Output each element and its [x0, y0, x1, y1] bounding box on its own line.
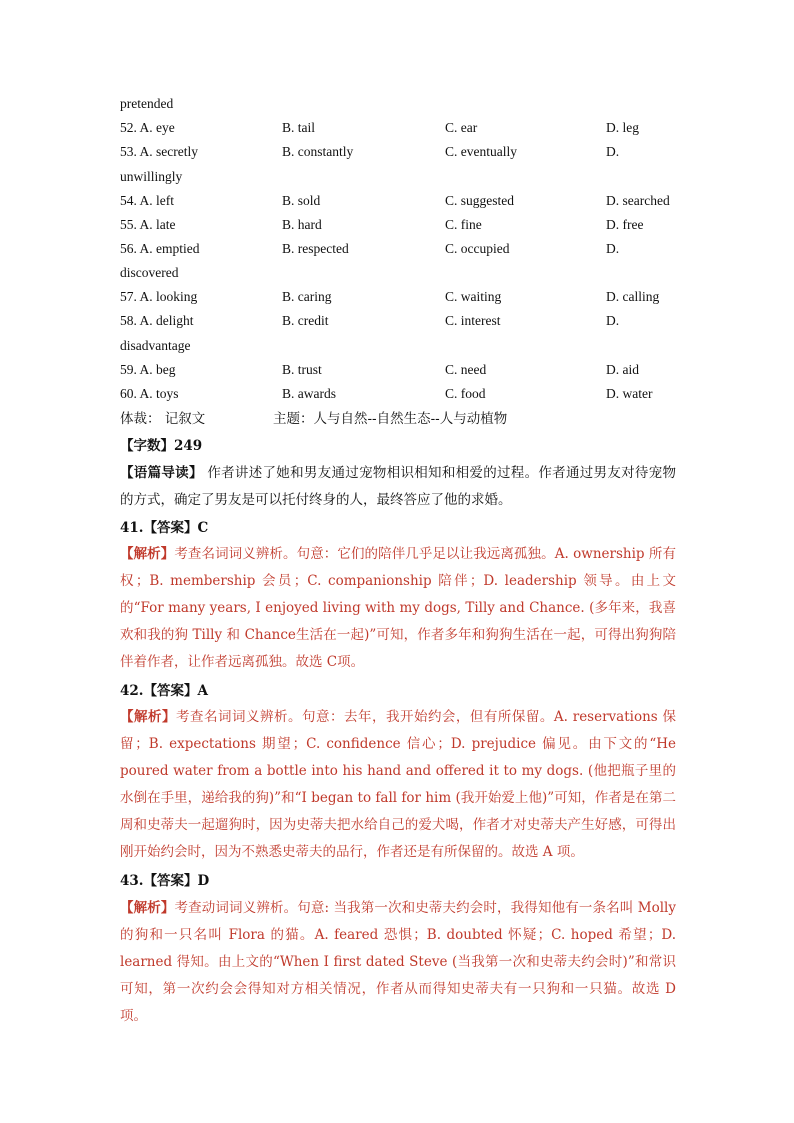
option-continuation: unwillingly	[120, 169, 183, 184]
option-d: D.	[606, 144, 620, 159]
option-b: B. constantly	[282, 144, 354, 159]
option-b: B. credit	[282, 313, 329, 328]
option-row-59	[120, 359, 680, 381]
option-b: B. sold	[282, 193, 321, 208]
option-a: 54. A. left	[120, 193, 174, 208]
option-row-55	[120, 214, 680, 236]
option-a: 56. A. emptied	[120, 241, 200, 256]
option-d: D. free	[606, 217, 644, 232]
option-continuation: pretended	[120, 96, 174, 111]
option-row-53	[120, 141, 680, 163]
answer-explanation	[120, 895, 676, 1030]
option-a: 53. A. secretly	[120, 144, 198, 159]
answer-explanation	[120, 704, 676, 866]
option-b: B. tail	[282, 120, 315, 135]
theme-label: 主题：人与自然--自然生态--人与动植物	[273, 411, 508, 427]
option-c: C. food	[445, 386, 486, 401]
answer-heading: 41.【答案】C	[120, 520, 209, 536]
analysis-label: 【解析】	[120, 709, 176, 725]
option-a: 58. A. delight	[120, 313, 194, 328]
option-row-60	[120, 383, 680, 405]
option-c: C. waiting	[445, 289, 502, 304]
option-c: C. interest	[445, 313, 501, 328]
option-d: D.	[606, 241, 620, 256]
option-d: D.	[606, 313, 620, 328]
option-row-57	[120, 286, 680, 308]
option-d: D. searched	[606, 193, 670, 208]
genre-theme-line	[120, 408, 680, 430]
option-continuation: discovered	[120, 265, 179, 280]
option-c: C. eventually	[445, 144, 517, 159]
option-a: 52. A. eye	[120, 120, 175, 135]
option-c: C. need	[445, 362, 487, 377]
option-a: 60. A. toys	[120, 386, 179, 401]
option-a: 55. A. late	[120, 217, 176, 232]
option-d: D. leg	[606, 120, 639, 135]
option-c: C. fine	[445, 217, 482, 232]
option-a: 59. A. beg	[120, 362, 176, 377]
option-b: B. caring	[282, 289, 332, 304]
analysis-text: 考查名词词义辨析。句意：它们的陪伴几乎足以让我远离孤独。A. ownership 所有权；B. membership 会员；C. companionship 陪伴；D. leadership 领导。由上文的“For many years, I enjoyed living with my dogs, Tilly and Chance. (多年来，我喜欢和我的狗 Tilly 和 Chance生活在一起)”可知，作者多年和狗狗生活在一起，可得出狗狗陪伴着作者，让作者远离孤独。故选 C项。	[120, 546, 676, 670]
option-row-58	[120, 310, 680, 332]
guide-label: 【语篇导读】	[120, 465, 203, 481]
option-b: B. trust	[282, 362, 322, 377]
option-c: C. ear	[445, 120, 478, 135]
analysis-label: 【解析】	[120, 900, 175, 916]
analysis-label: 【解析】	[120, 546, 175, 562]
genre-label: 体裁： 记叙文	[120, 411, 206, 427]
option-c: C. suggested	[445, 193, 514, 208]
option-c: C. occupied	[445, 241, 510, 256]
option-continuation: disadvantage	[120, 338, 191, 353]
option-d: D. water	[606, 386, 653, 401]
option-d: D. aid	[606, 362, 639, 377]
option-a: 57. A. looking	[120, 289, 198, 304]
guide-text: 作者讲述了她和男友通过宠物相识相知和相爱的过程。作者通过男友对待宠物的方式，确定了男友是可以托付终身的人，最终答应了他的求婚。	[120, 465, 677, 508]
option-b: B. awards	[282, 386, 336, 401]
option-row-54	[120, 190, 680, 212]
option-d: D. calling	[606, 289, 660, 304]
answer-heading: 42.【答案】A	[120, 683, 208, 699]
passage-guide	[120, 460, 676, 514]
analysis-text: 考查动词词义辨析。句意: 当我第一次和史蒂夫约会时，我得知他有一条名叫 Molly 的狗和一只名叫 Flora 的猫。A. feared 恐惧；B. doubted 怀疑；C. hoped 希望；D. learned 得知。由上文的“When I first dated Steve (当我第一次和史蒂夫约会时)”和常识可知，第一次约会会得知对方相关情况，作者从而得知史蒂夫有一只狗和一只猫。故选 D 项。	[120, 900, 677, 1024]
answer-explanation	[120, 541, 676, 676]
answer-heading: 43.【答案】D	[120, 873, 210, 889]
option-row-56	[120, 238, 680, 260]
option-b: B. hard	[282, 217, 322, 232]
option-b: B. respected	[282, 241, 349, 256]
option-row-52	[120, 117, 680, 139]
analysis-text: 考查名词词义辨析。句意：去年，我开始约会，但有所保留。A. reservations 保留；B. expectations 期望；C. confidence 信心；D. prejudice 偏见。由下文的“He poured water from a bottle into his hand and offered it to my dogs. (他把瓶子里的水倒在手里，递给我的狗)”和“I began to fall for him (我开始爱上他)”可知，作者是在第二周和史蒂夫一起遛狗时，因为史蒂夫把水给自己的爱犬喝，作者才对史蒂夫产生好感，可得出刚开始约会时，因为不熟悉史蒂夫的品行，作者还是有所保留的。故选 A 项。	[120, 709, 677, 860]
word-count: 【字数】249	[120, 438, 203, 454]
